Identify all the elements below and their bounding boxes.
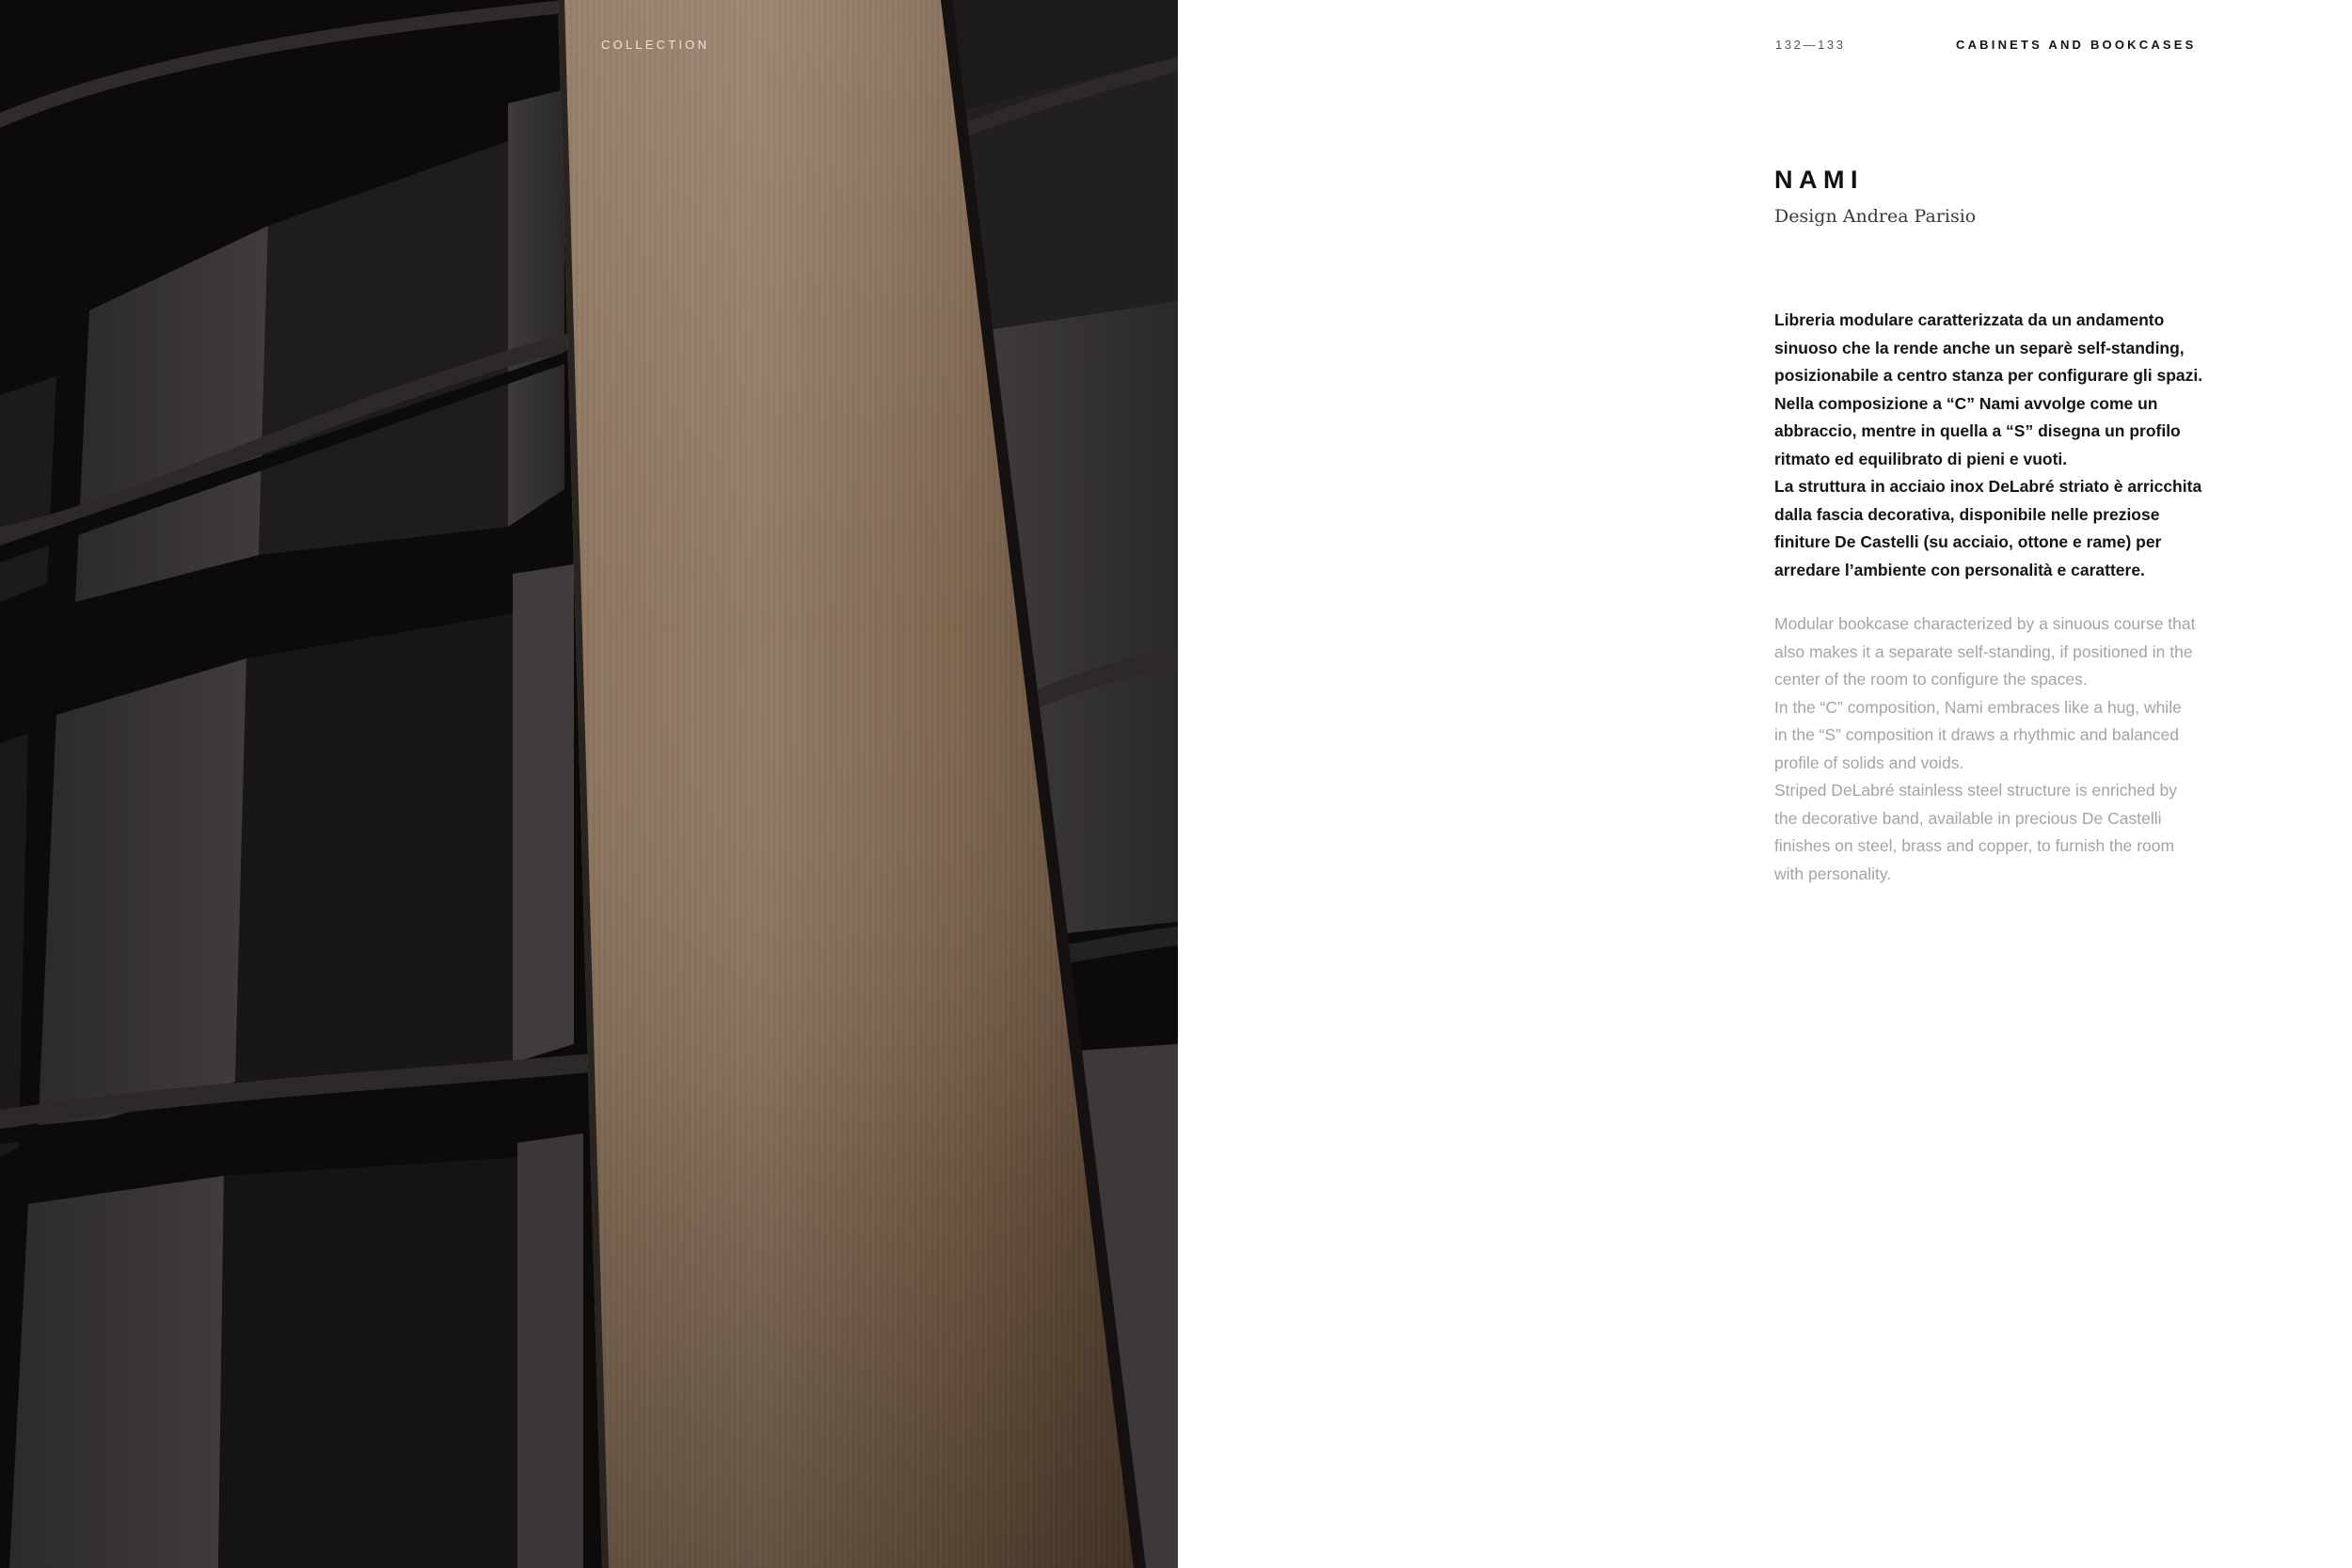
description-english xyxy=(1774,610,2264,888)
description-en-line: profile of solids and voids. xyxy=(1774,752,1964,772)
description-italian xyxy=(1774,307,2264,584)
description-en-line: the decorative band, available in precious De Castelli xyxy=(1774,808,2162,828)
description-it-line: finiture De Castelli (su acciaio, ottone e rame) per xyxy=(1774,532,2162,551)
page-numbers: 132—133 xyxy=(1775,38,1846,52)
description-it-line: Libreria modulare caratterizzata da un andamento xyxy=(1774,310,2165,329)
collection-label: COLLECTION xyxy=(601,38,710,52)
description-it-line: abbraccio, mentre in quella a “S” disegna un profilo xyxy=(1774,421,2181,440)
description-it-line: posizionabile a centro stanza per configurare gli spazi. xyxy=(1774,366,2203,385)
product-name: NAMI xyxy=(1774,166,1864,194)
description-it-line: arredare l’ambiente con personalità e carattere. xyxy=(1774,560,2145,579)
description-en-line: center of the room to configure the spaces. xyxy=(1774,670,2088,689)
description-it-line: La struttura in acciaio inox DeLabré striato è arricchita xyxy=(1774,477,2202,496)
description-en-line: In the “C” composition, Nami embraces like a hug, while xyxy=(1774,697,2182,717)
description-it-line: ritmato ed equilibrato di pieni e vuoti. xyxy=(1774,449,2068,468)
description-it-line: Nella composizione a “C” Nami avvolge come un xyxy=(1774,393,2158,413)
description-en-line: also makes it a separate self-standing, if positioned in the xyxy=(1774,641,2193,661)
description-en-line: in the “S” composition it draws a rhythmic and balanced xyxy=(1774,725,2179,744)
description-it-line: dalla fascia decorativa, disponibile nelle preziose xyxy=(1774,504,2160,524)
description-en-line: finishes on steel, brass and copper, to furnish the room xyxy=(1774,836,2175,855)
description-en-line: Modular bookcase characterized by a sinuous course that xyxy=(1774,614,2196,633)
section-title: CABINETS AND BOOKCASES xyxy=(1956,38,2197,52)
description-en-line: with personality. xyxy=(1774,863,1892,883)
description-it-line: sinuoso che la rende anche un separè self-standing, xyxy=(1774,338,2185,357)
designer-credit: Design Andrea Parisio xyxy=(1774,206,1977,227)
description-en-line: Striped DeLabré stainless steel structure is enriched by xyxy=(1774,781,2177,800)
